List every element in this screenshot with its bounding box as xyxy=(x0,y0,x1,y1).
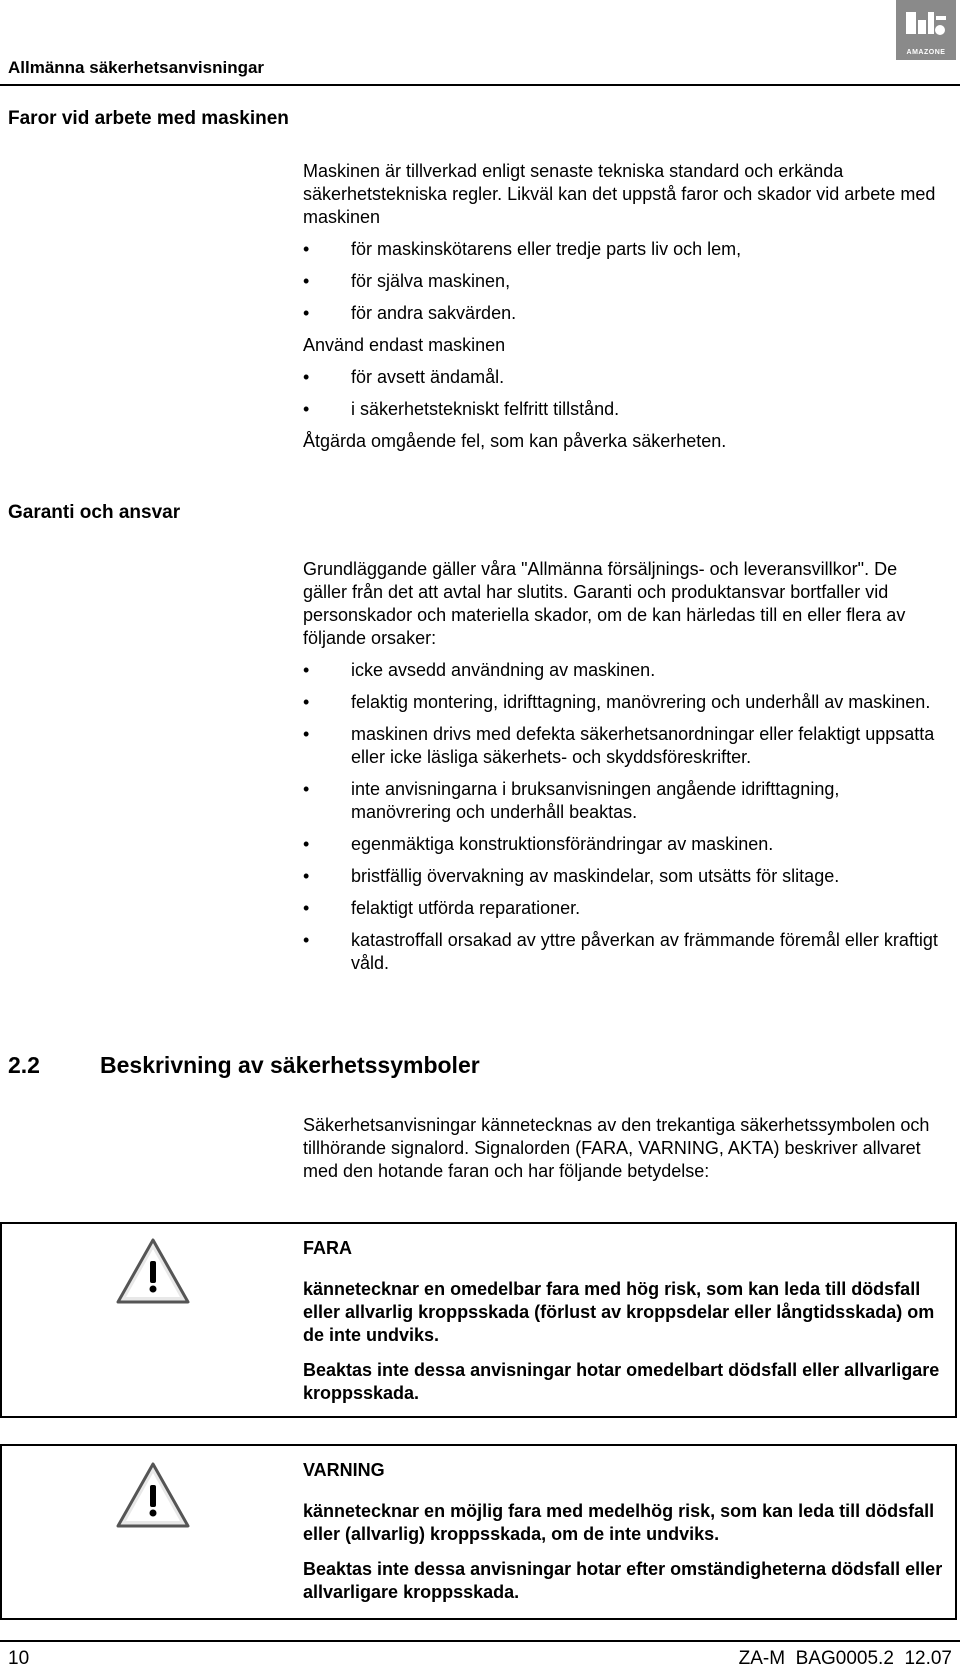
section-title-text: Beskrivning av säkerhetssymboler xyxy=(100,1052,480,1078)
symbols-intro-text: Säkerhetsanvisningar kännetecknas av den trekantiga säkerhetssymbolen och tillhörande signalord. Signalorden (FARA, VARNING, AKTA) beskriver allvaret med den hotande faran och har följande betydelse: xyxy=(303,1115,930,1181)
list-item: • för själva maskinen, xyxy=(303,270,943,293)
list-item: • för avsett ändamål. xyxy=(303,366,943,389)
list-item: • maskinen drivs med defekta säkerhetsanordningar eller felaktigt uppsatta eller icke läsliga säkerhets- och skyddsföreskrifter. xyxy=(303,723,943,769)
section-title xyxy=(8,1052,480,1079)
document-id: ZA-M BAG0005.2 12.07 xyxy=(738,1648,952,1669)
list-item: • egenmäktiga konstruktionsförändringar av maskinen. xyxy=(303,833,943,856)
page-number: 10 xyxy=(8,1648,30,1669)
list-item: • icke avsedd användning av maskinen. xyxy=(303,659,943,682)
header-rule xyxy=(0,84,960,86)
fara-text xyxy=(303,1278,953,1405)
faror-intro: Maskinen är tillverkad enligt senaste tekniska standard och erkända säkerhetstekniska regler. Likväl kan det uppstå faror och skador vid arbete med maskinen xyxy=(303,161,936,227)
garanti-body xyxy=(303,558,943,975)
symbols-intro xyxy=(303,1114,943,1183)
fara-text-1: kännetecknar en omedelbar fara med hög risk, som kan leda till dödsfall eller allvarlig kroppsskada (förlust av kroppsdelar eller långtidsskada) om de inte undviks. xyxy=(303,1279,935,1345)
use-only-text: Använd endast maskinen xyxy=(303,335,506,355)
list-item: • katastroffall orsakad av yttre påverkan av främmande föremål eller kraftigt våld. xyxy=(303,929,943,975)
list-item: • felaktigt utförda reparationer. xyxy=(303,897,943,920)
varning-text-1: kännetecknar en möjlig fara med medelhög risk, som kan leda till dödsfall eller (allvarlig) kroppsskada, om de inte undviks. xyxy=(303,1501,935,1544)
fara-box xyxy=(0,1222,957,1418)
page-header-title: Allmänna säkerhetsanvisningar xyxy=(8,58,265,77)
list-item: • felaktig montering, idrifttagning, manövrering och underhåll av maskinen. xyxy=(303,691,943,714)
varning-text-2: Beaktas inte dessa anvisningar hotar efter omständigheterna dödsfall eller allvarligare kroppsskada. xyxy=(303,1559,943,1602)
list-item: • inte anvisningarna i bruksanvisningen angående idrifttagning, manövrering och underhåll beaktas. xyxy=(303,778,943,824)
list-item: • för andra sakvärden. xyxy=(303,302,943,325)
fara-text-2: Beaktas inte dessa anvisningar hotar omedelbart dödsfall eller allvarligare kroppsskada. xyxy=(303,1360,940,1403)
warning-triangle-icon xyxy=(114,1460,192,1530)
faror-heading: Faror vid arbete med maskinen xyxy=(8,108,289,129)
list-item: • för maskinskötarens eller tredje parts liv och lem, xyxy=(303,238,943,261)
fix-text: Åtgärda omgående fel, som kan påverka säkerheten. xyxy=(303,431,727,451)
garanti-heading: Garanti och ansvar xyxy=(8,502,181,523)
amazone-logo xyxy=(896,0,956,60)
fara-title: FARA xyxy=(303,1238,352,1258)
varning-text xyxy=(303,1500,953,1604)
varning-title: VARNING xyxy=(303,1460,385,1480)
tractor-logo-icon xyxy=(896,0,956,46)
garanti-intro: Grundläggande gäller våra "Allmänna försäljnings- och leveransvillkor". De gäller från det att avtal har slutits. Garanti och produktansvar bortfaller vid personskador och materiella skador, om de kan härledas till en eller flera av följande orsaker: xyxy=(303,559,906,648)
faror-body xyxy=(303,160,943,453)
section-number: 2.2 xyxy=(8,1052,40,1078)
logo-text: AMAZONE xyxy=(906,49,946,56)
list-item: • i säkerhetstekniskt felfritt tillstånd. xyxy=(303,398,943,421)
footer-rule xyxy=(0,1640,960,1642)
warning-triangle-icon xyxy=(114,1236,192,1306)
varning-box xyxy=(0,1444,957,1620)
list-item: • bristfällig övervakning av maskindelar, som utsätts för slitage. xyxy=(303,865,943,888)
